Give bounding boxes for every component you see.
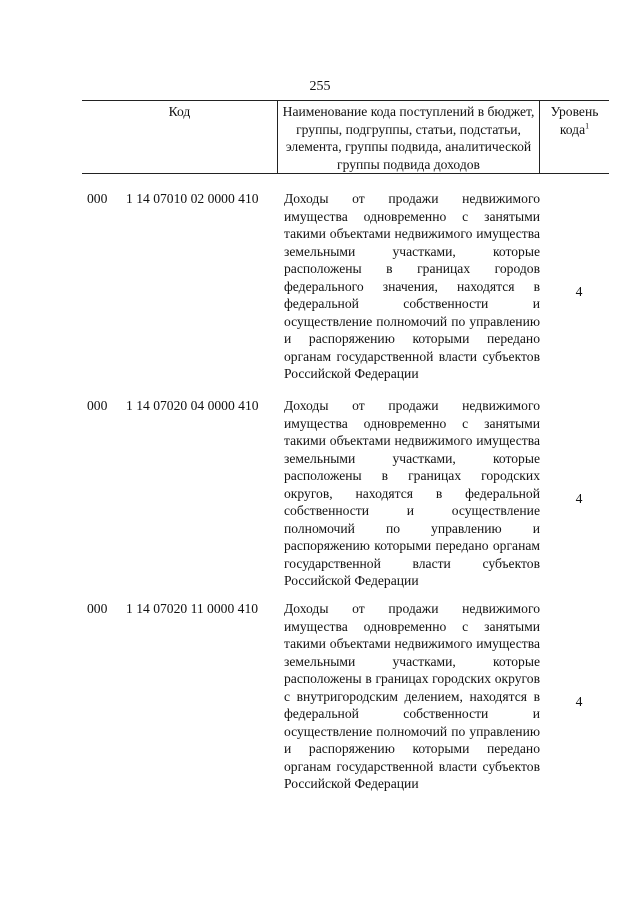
row-code: 1 14 07020 04 0000 410 [126, 398, 259, 413]
row-name: Доходы от продажи недвижимого имущества одновременно с занятыми такими объектами недвижимого имущества земельными участками, которые расположены в границах городских округов, находятся в федеральной собственности и осуществление полномочий по управлению и распоряжению которыми передано органам государственной власти субъектов Российской Федерации [284, 398, 540, 588]
table-row [82, 600, 609, 810]
row-admin-code: 000 [87, 398, 108, 413]
table-row [82, 397, 609, 607]
row-level: 4 [575, 694, 583, 709]
header-level [540, 101, 609, 173]
row-admin-code: 000 [87, 191, 108, 206]
page-number: 255 [309, 79, 331, 94]
row-code: 1 14 07010 02 0000 410 [126, 191, 259, 206]
row-level: 4 [575, 284, 583, 299]
header-code-label: Код [168, 104, 191, 119]
row-code: 1 14 07020 11 0000 410 [126, 601, 259, 616]
header-name [278, 101, 540, 173]
table-header [82, 100, 609, 174]
header-level-footnote: 1 [585, 120, 590, 130]
table-row [82, 190, 609, 400]
row-level: 4 [575, 491, 583, 506]
header-level-label: Уровень кода [550, 104, 599, 137]
row-name: Доходы от продажи недвижимого имущества одновременно с занятыми такими объектами недвижимого имущества земельными участками, которые расположены в границах городских округов с внутригородским делением, находятся в федеральной собственности и осуществление полномочий по управлению и распоряжению которыми передано органам государственной власти субъектов Российской Федерации [284, 601, 540, 791]
header-code [82, 101, 278, 173]
header-name-label: Наименование кода поступлений в бюджет, группы, подгруппы, статьи, подстатьи, элемента, группы подвида, аналитической группы подвида доходов [282, 104, 535, 172]
row-name: Доходы от продажи недвижимого имущества одновременно с занятыми такими объектами недвижимого имущества земельными участками, которые расположены в границах городов федерального значения, находятся в федеральной собственности и осуществление полномочий по управлению и распоряжению которыми передано органам государственной власти субъектов Российской Федерации [284, 191, 540, 381]
row-admin-code: 000 [87, 601, 108, 616]
